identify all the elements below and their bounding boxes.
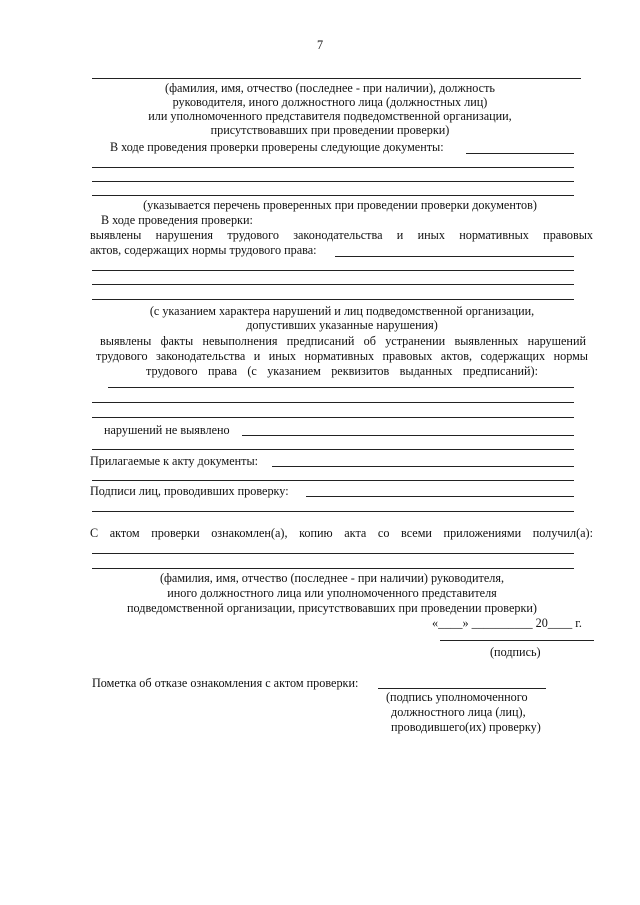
violations-caption-1: (с указанием характера нарушений и лиц подведомственной организации, bbox=[149, 304, 535, 318]
violations-line-1: выявлены нарушения трудового законодательства и иных нормативных правовых bbox=[90, 228, 593, 242]
caption-foot-2: иного должностного лица или уполномоченного представителя bbox=[167, 586, 497, 600]
violations-line-2: актов, содержащих нормы трудового права: bbox=[90, 243, 317, 257]
fill-line-violations-3[interactable] bbox=[92, 284, 574, 285]
refusal-caption-3: проводившего(их) проверку) bbox=[391, 720, 541, 734]
fill-line-attached-2[interactable] bbox=[92, 480, 574, 481]
caption-head-3: или уполномоченного представителя подведомственной организации, bbox=[148, 109, 512, 123]
fill-line-documents-1[interactable] bbox=[466, 153, 574, 154]
fill-line-violations-1[interactable] bbox=[335, 256, 574, 257]
fill-line-no-violations-2[interactable] bbox=[92, 449, 574, 450]
fill-line-orders-2[interactable] bbox=[92, 402, 574, 403]
caption-head-2: руководителя, иного должностного лица (должностных лиц) bbox=[172, 95, 488, 109]
fill-line-violations-4[interactable] bbox=[92, 299, 574, 300]
fill-line-orders-3[interactable] bbox=[92, 417, 574, 418]
violations-caption-2: допустивших указанные нарушения) bbox=[246, 318, 438, 332]
fill-line-signatures-2[interactable] bbox=[92, 511, 574, 512]
fill-line-documents-3[interactable] bbox=[92, 181, 574, 182]
signature-caption: (подпись) bbox=[490, 645, 541, 659]
date-line[interactable]: «____» __________ 20____ г. bbox=[432, 616, 582, 630]
fill-line-attached-1[interactable] bbox=[272, 466, 574, 467]
fill-line-documents-2[interactable] bbox=[92, 167, 574, 168]
refusal-caption-2: должностного лица (лиц), bbox=[391, 705, 526, 719]
fill-line-head-name[interactable] bbox=[92, 78, 581, 79]
fill-line-documents-4[interactable] bbox=[92, 195, 574, 196]
fill-line-no-violations-1[interactable] bbox=[242, 435, 574, 436]
nonfulfillment-line-1: выявлены факты невыполнения предписаний об устранении выявленных нарушений bbox=[100, 334, 586, 348]
caption-head-4: присутствовавших при проведении проверки) bbox=[210, 123, 450, 137]
fill-line-signatures-1[interactable] bbox=[306, 496, 574, 497]
page-number: 7 bbox=[316, 38, 324, 52]
refusal-label: Пометка об отказе ознакомления с актом проверки: bbox=[92, 676, 359, 690]
fill-line-signature[interactable] bbox=[440, 640, 594, 641]
caption-foot-3: подведомственной организации, присутствовавших при проведении проверки) bbox=[127, 601, 537, 615]
caption-foot-1: (фамилия, имя, отчество (последнее - при наличии) руководителя, bbox=[159, 571, 505, 585]
documents-checked-label: В ходе проведения проверки проверены следующие документы: bbox=[110, 140, 444, 154]
fill-line-acquainted-1[interactable] bbox=[92, 553, 574, 554]
fill-line-acquainted-2[interactable] bbox=[92, 568, 574, 569]
fill-line-refusal[interactable] bbox=[378, 688, 546, 689]
acquainted-label: С актом проверки ознакомлен(а), копию акта со всеми приложениями получил(а): bbox=[90, 526, 593, 540]
fill-line-orders-1[interactable] bbox=[108, 387, 574, 388]
caption-head-1: (фамилия, имя, отчество (последнее - при наличии), должность bbox=[165, 81, 495, 95]
nonfulfillment-line-2: трудового законодательства и иных нормативных правовых актов, содержащих нормы bbox=[96, 349, 588, 363]
during-check-label: В ходе проведения проверки: bbox=[101, 213, 253, 227]
attached-docs-label: Прилагаемые к акту документы: bbox=[90, 454, 259, 468]
refusal-caption-1: (подпись уполномоченного bbox=[386, 690, 528, 704]
documents-caption: (указывается перечень проверенных при проведении проверки документов) bbox=[143, 198, 537, 212]
fill-line-violations-2[interactable] bbox=[92, 270, 574, 271]
nonfulfillment-line-3: трудового права (с указанием реквизитов выданных предписаний): bbox=[146, 364, 538, 378]
no-violations-label: нарушений не выявлено bbox=[104, 423, 230, 437]
signatures-label: Подписи лиц, проводивших проверку: bbox=[90, 484, 289, 498]
